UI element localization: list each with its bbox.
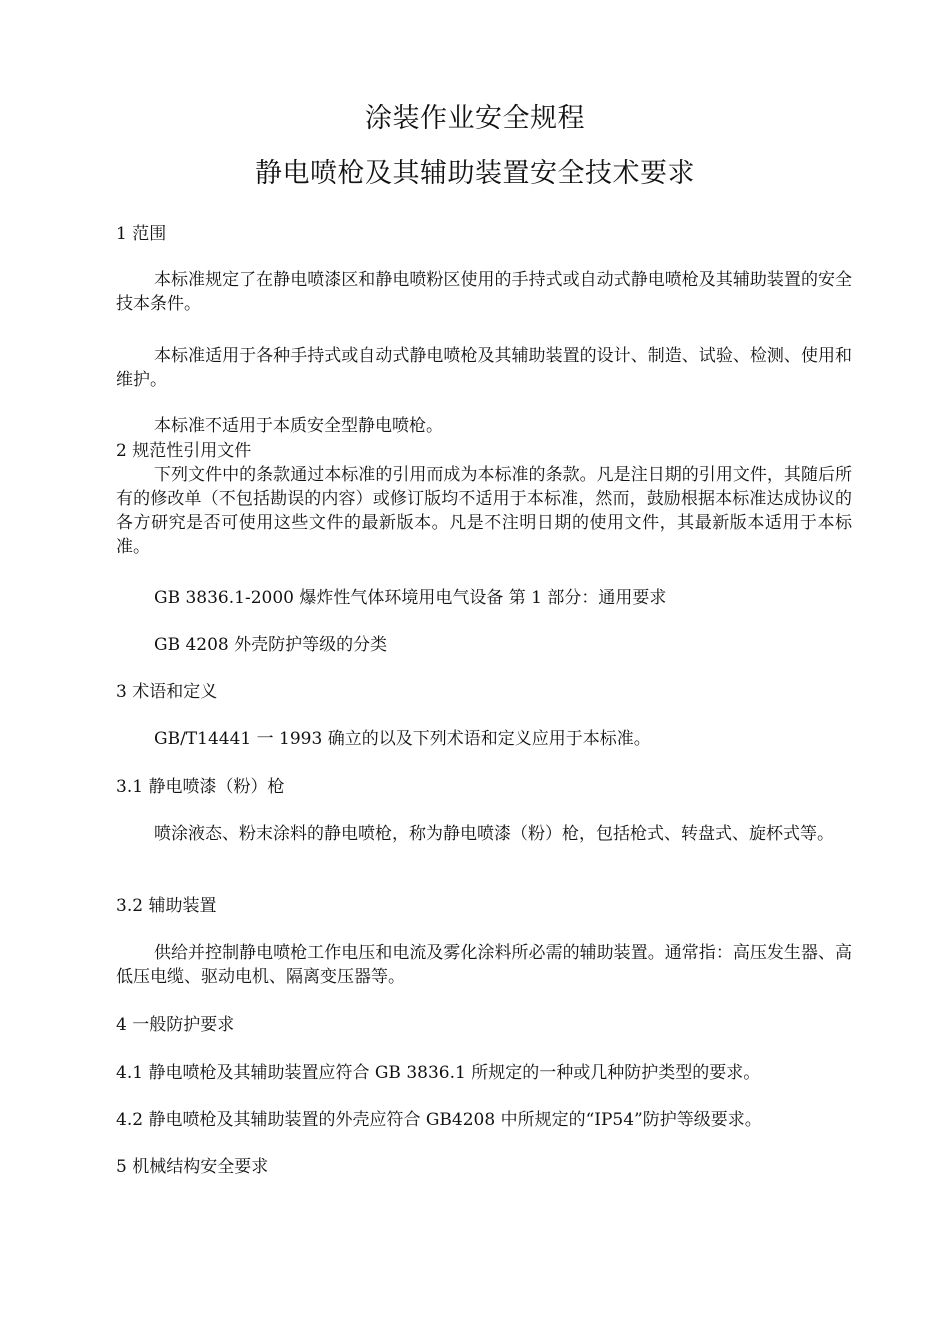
clause-4-2: 4.2 静电喷枪及其辅助装置的外壳应符合 GB4208 中所规定的“IP54”防护等级要求。 xyxy=(116,1110,762,1130)
section-3-1-paragraph: 喷涂液态、粉末涂料的静电喷枪，称为静电喷漆（粉）枪，包括枪式、转盘式、旋杯式等。 xyxy=(154,824,834,844)
section-1-paragraph-3: 本标准不适用于本质安全型静电喷枪。 xyxy=(154,416,443,436)
normative-reference-1: GB 3836.1-2000 爆炸性气体环境用电气设备 第 1 部分：通用要求 xyxy=(154,588,667,608)
clause-4-1: 4.1 静电喷枪及其辅助装置应符合 GB 3836.1 所规定的一种或几种防护类型的要求。 xyxy=(116,1063,761,1083)
document-subtitle: 静电喷枪及其辅助装置安全技术要求 xyxy=(255,158,695,189)
section-2-paragraph-1: 下列文件中的条款通过本标准的引用而成为本标准的条款。凡是注日期的引用文件，其随后所有的修改单（不包括勘误的内容）或修订版均不适用于本标准，然而，鼓励根据本标准达成协议的各方研究是否可使用这些文件的最新版本。凡是不注明日期的使用文件，其最新版本适用于本标准。 xyxy=(116,465,852,557)
section-3-paragraph-1: GB/T14441 一 1993 确立的以及下列术语和定义应用于本标准。 xyxy=(154,729,651,749)
section-5-heading: 5 机械结构安全要求 xyxy=(116,1157,269,1177)
section-1-paragraph-1: 本标准规定了在静电喷漆区和静电喷粉区使用的手持式或自动式静电喷枪及其辅助装置的安全技本条件。 xyxy=(116,270,852,314)
section-1-paragraph-2: 本标准适用于各种手持式或自动式静电喷枪及其辅助装置的设计、制造、试验、检测、使用和维护。 xyxy=(116,346,852,390)
document-title: 涂装作业安全规程 xyxy=(365,103,585,134)
normative-reference-2: GB 4208 外壳防护等级的分类 xyxy=(154,635,388,655)
section-3-1-heading: 3.1 静电喷漆（粉）枪 xyxy=(116,777,285,797)
section-3-2-paragraph: 供给并控制静电喷枪工作电压和电流及雾化涂料所必需的辅助装置。通常指：高压发生器、高低压电缆、驱动电机、隔离变压器等。 xyxy=(116,943,852,987)
section-3-2-heading: 3.2 辅助装置 xyxy=(116,896,217,916)
section-4-heading: 4 一般防护要求 xyxy=(116,1015,235,1035)
section-2-heading: 2 规范性引用文件 xyxy=(116,441,252,461)
section-1-heading: 1 范围 xyxy=(116,224,167,244)
section-3-heading: 3 术语和定义 xyxy=(116,682,218,702)
